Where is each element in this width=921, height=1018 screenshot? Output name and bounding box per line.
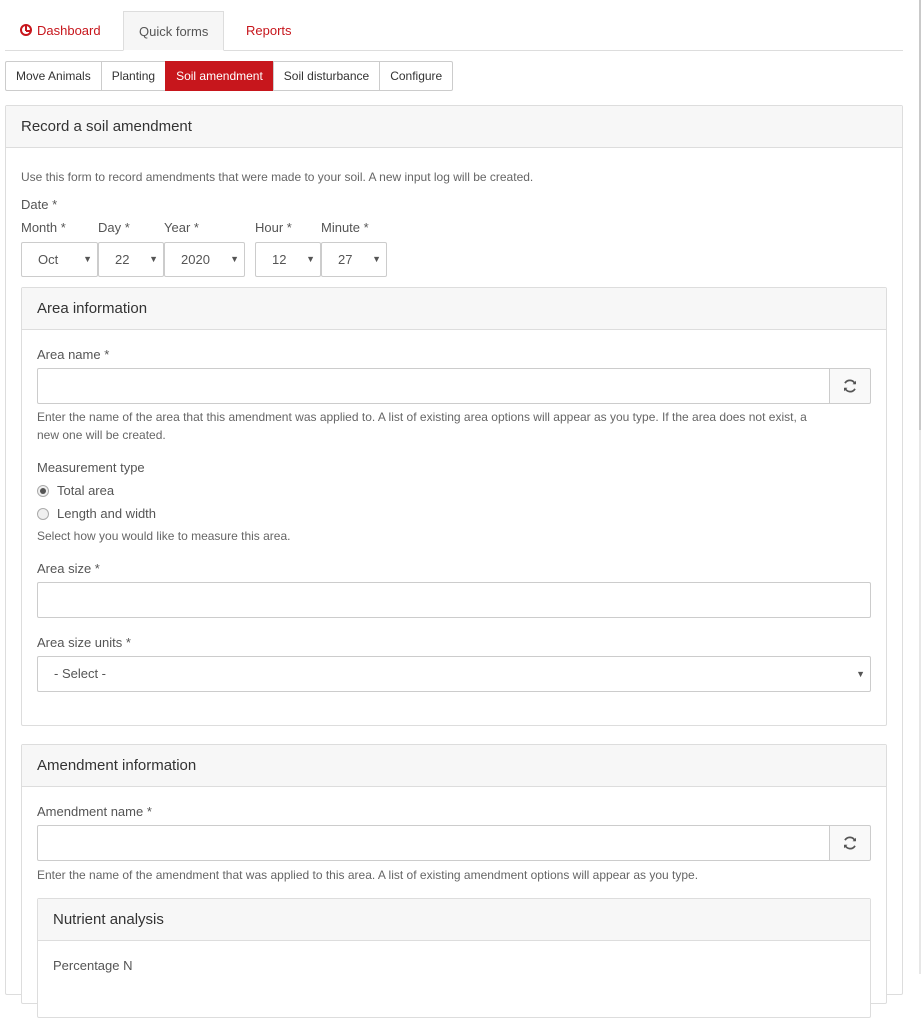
date-label: Date *	[21, 197, 58, 212]
refresh-icon	[842, 378, 858, 394]
area-size-label: Area size *	[37, 561, 100, 576]
hour-label: Hour *	[255, 220, 292, 235]
tab-quick-forms-label: Quick forms	[139, 24, 209, 39]
measurement-type-label: Measurement type	[37, 460, 145, 475]
minute-label: Minute *	[321, 220, 369, 235]
chevron-down-icon: ▼	[372, 254, 381, 264]
quick-form-buttons	[5, 61, 453, 91]
tab-reports[interactable]	[231, 11, 307, 51]
hour-select[interactable]	[255, 242, 321, 277]
chevron-down-icon: ▼	[230, 254, 239, 264]
tab-dashboard[interactable]	[5, 11, 116, 51]
area-size-units-value: - Select -	[54, 666, 107, 681]
tab-reports-label: Reports	[246, 23, 292, 38]
area-size-units-label: Area size units *	[37, 635, 131, 650]
area-name-refresh-button[interactable]	[829, 368, 871, 404]
configure-button[interactable]: Configure	[379, 61, 453, 91]
chevron-down-icon: ▼	[83, 254, 92, 264]
month-value: Oct	[38, 252, 59, 267]
month-label: Month *	[21, 220, 66, 235]
total-area-radio[interactable]	[37, 485, 49, 497]
chevron-down-icon: ▼	[149, 254, 158, 264]
form-intro: Use this form to record amendments that were made to your soil. A new input log will be created.	[21, 170, 534, 184]
area-size-units-select[interactable]	[37, 656, 871, 692]
hour-value: 12	[272, 252, 287, 267]
area-name-help-line-1: Enter the name of the area that this amendment was applied to. A list of existing area options will appear as you type. If the area does not exist, a	[37, 410, 807, 424]
clock-icon	[20, 24, 32, 36]
year-label: Year *	[164, 220, 199, 235]
form-title: Record a soil amendment	[6, 106, 902, 148]
day-value: 22	[115, 252, 130, 267]
area-name-input[interactable]	[37, 368, 830, 404]
area-name-label: Area name *	[37, 347, 110, 362]
day-label: Day *	[98, 220, 130, 235]
minute-value: 27	[338, 252, 353, 267]
soil-amendment-button[interactable]: Soil amendment	[165, 61, 274, 91]
area-information-title: Area information	[22, 288, 886, 330]
tab-quick-forms[interactable]	[123, 11, 224, 51]
year-value: 2020	[181, 252, 210, 267]
measurement-type-help: Select how you would like to measure this area.	[37, 529, 291, 543]
month-select[interactable]	[21, 242, 98, 277]
total-area-label[interactable]: Total area	[57, 483, 115, 498]
amendment-name-label: Amendment name *	[37, 804, 152, 819]
move-animals-button[interactable]: Move Animals	[5, 61, 102, 91]
tab-dashboard-label: Dashboard	[37, 23, 101, 38]
nutrient-analysis-title: Nutrient analysis	[38, 899, 870, 941]
length-width-radio[interactable]	[37, 508, 49, 520]
percentage-n-label: Percentage N	[53, 958, 133, 973]
amendment-name-input[interactable]	[37, 825, 830, 861]
amendment-name-help: Enter the name of the amendment that was applied to this area. A list of existing amendment options will appear as you type.	[37, 868, 699, 882]
length-width-label[interactable]: Length and width	[57, 506, 157, 521]
primary-tabs	[5, 11, 903, 51]
year-select[interactable]	[164, 242, 245, 277]
planting-button[interactable]: Planting	[101, 61, 166, 91]
soil-disturbance-button[interactable]: Soil disturbance	[273, 61, 380, 91]
refresh-icon	[842, 835, 858, 851]
minute-select[interactable]	[321, 242, 387, 277]
day-select[interactable]	[98, 242, 164, 277]
nutrient-analysis-panel	[37, 898, 871, 1018]
chevron-down-icon: ▼	[856, 669, 865, 679]
amendment-information-title: Amendment information	[22, 745, 886, 787]
amendment-name-refresh-button[interactable]	[829, 825, 871, 861]
chevron-down-icon: ▼	[306, 254, 315, 264]
area-name-help-line-2: new one will be created.	[37, 428, 166, 442]
area-size-input[interactable]	[37, 582, 871, 618]
